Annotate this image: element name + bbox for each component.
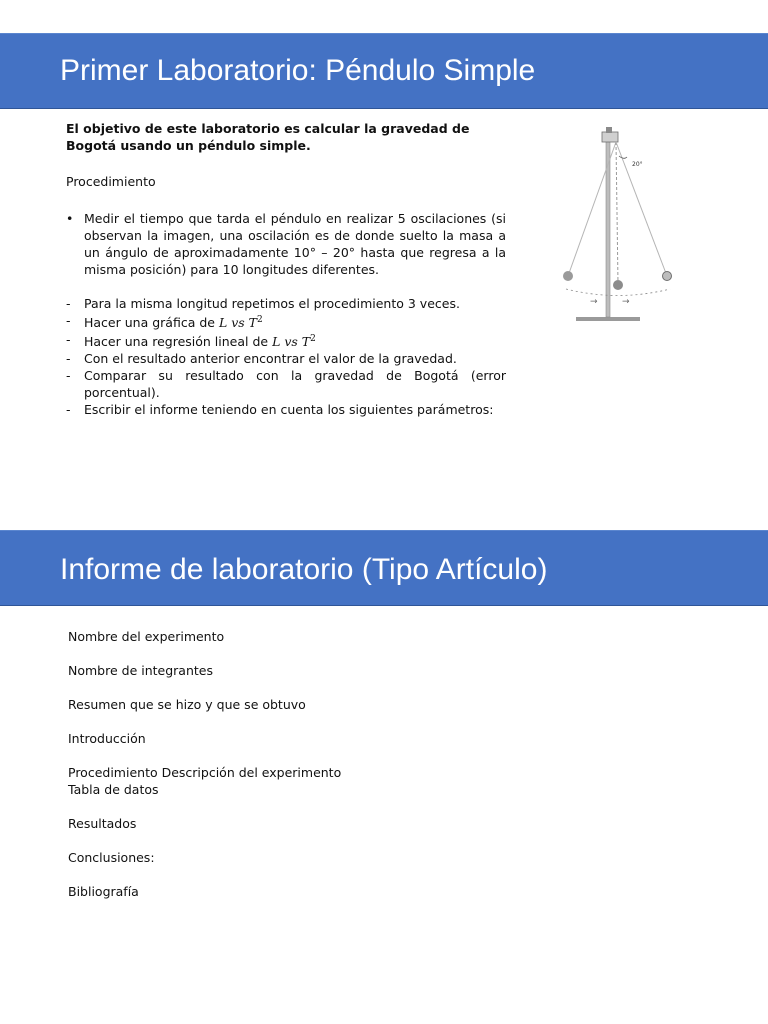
- math-exponent: 2: [257, 315, 263, 325]
- bullet-text: Medir el tiempo que tarda el péndulo en realizar 5 oscilaciones (si observan la imagen, una oscilación es de donde suelto la masa a un ángulo de aproximadamente 10° – 20° hasta que regresa a la misma posición) para 10 longitudes diferentes.: [84, 211, 506, 277]
- bullet-item: [66, 210, 506, 278]
- dash-marker: -: [66, 313, 71, 328]
- pendulum-figure: [560, 124, 680, 324]
- report-item: Nombre de integrantes: [68, 663, 213, 678]
- dash-marker: -: [66, 296, 71, 311]
- pendulum-base: [576, 317, 640, 321]
- dash-marker: -: [66, 332, 71, 348]
- math-expression: [272, 334, 316, 349]
- bullet-marker: •: [66, 211, 74, 226]
- bullet-list: [66, 210, 506, 278]
- slide2-title: Informe de laboratorio (Tipo Artículo): [60, 553, 548, 586]
- report-item: Introducción: [68, 731, 146, 746]
- report-item: Procedimiento Descripción del experimento: [68, 765, 342, 780]
- step-text: Hacer una regresión lineal de: [84, 334, 273, 350]
- report-item: Nombre del experimento: [68, 629, 225, 644]
- report-item: Resumen que se hizo y que se obtuvo: [68, 697, 306, 712]
- report-items-list: [68, 628, 668, 917]
- report-item: Conclusiones:: [68, 850, 155, 865]
- slide2-title-banner: [0, 530, 768, 606]
- step-item: [66, 312, 506, 331]
- arrow-left-icon: →: [590, 297, 598, 307]
- arrow-right-icon: →: [622, 297, 630, 307]
- step-item: [66, 331, 506, 350]
- pendulum-clamp: [602, 132, 618, 142]
- step-item: [66, 350, 506, 367]
- step-text: Con el resultado anterior encontrar el valor de la gravedad.: [84, 351, 457, 367]
- report-item: Bibliografía: [68, 884, 139, 899]
- math-expression: [219, 315, 263, 330]
- math-base: L vs T: [218, 315, 257, 331]
- slide1-body: [66, 120, 506, 418]
- step-item: [66, 401, 506, 418]
- slide1-title-banner: [0, 33, 768, 109]
- dash-marker: -: [66, 402, 71, 418]
- bob-center: [613, 280, 623, 290]
- math-exponent: 2: [310, 334, 316, 345]
- report-item: Resultados: [68, 816, 137, 831]
- string-center: [616, 142, 618, 284]
- slide1-title: Primer Laboratorio: Péndulo Simple: [60, 54, 536, 87]
- step-text: Escribir el informe teniendo en cuenta los siguientes parámetros:: [84, 402, 494, 418]
- dash-marker: -: [66, 368, 71, 384]
- bob-left: [563, 271, 573, 281]
- step-text: Comparar su resultado con la gravedad de Bogotá (error porcentual).: [84, 368, 506, 401]
- dash-marker: -: [66, 351, 71, 367]
- steps-list: [66, 295, 506, 418]
- math-base: L vs T: [272, 334, 311, 350]
- step-item: [66, 295, 506, 312]
- step-item: [66, 367, 506, 401]
- step-text: Para la misma longitud repetimos el procedimiento 3 veces.: [84, 296, 460, 311]
- objective-text: El objetivo de este laboratorio es calcular la gravedad de Bogotá usando un péndulo simple.: [66, 121, 470, 153]
- pendulum-pivot: [606, 127, 612, 133]
- procedure-heading: Procedimiento: [66, 174, 156, 189]
- report-item: Tabla de datos: [68, 782, 159, 797]
- step-text: Hacer una gráfica de: [84, 315, 219, 331]
- angle-label: 20°: [632, 161, 643, 168]
- angle-arc: [619, 156, 627, 158]
- bob-right: [663, 272, 672, 281]
